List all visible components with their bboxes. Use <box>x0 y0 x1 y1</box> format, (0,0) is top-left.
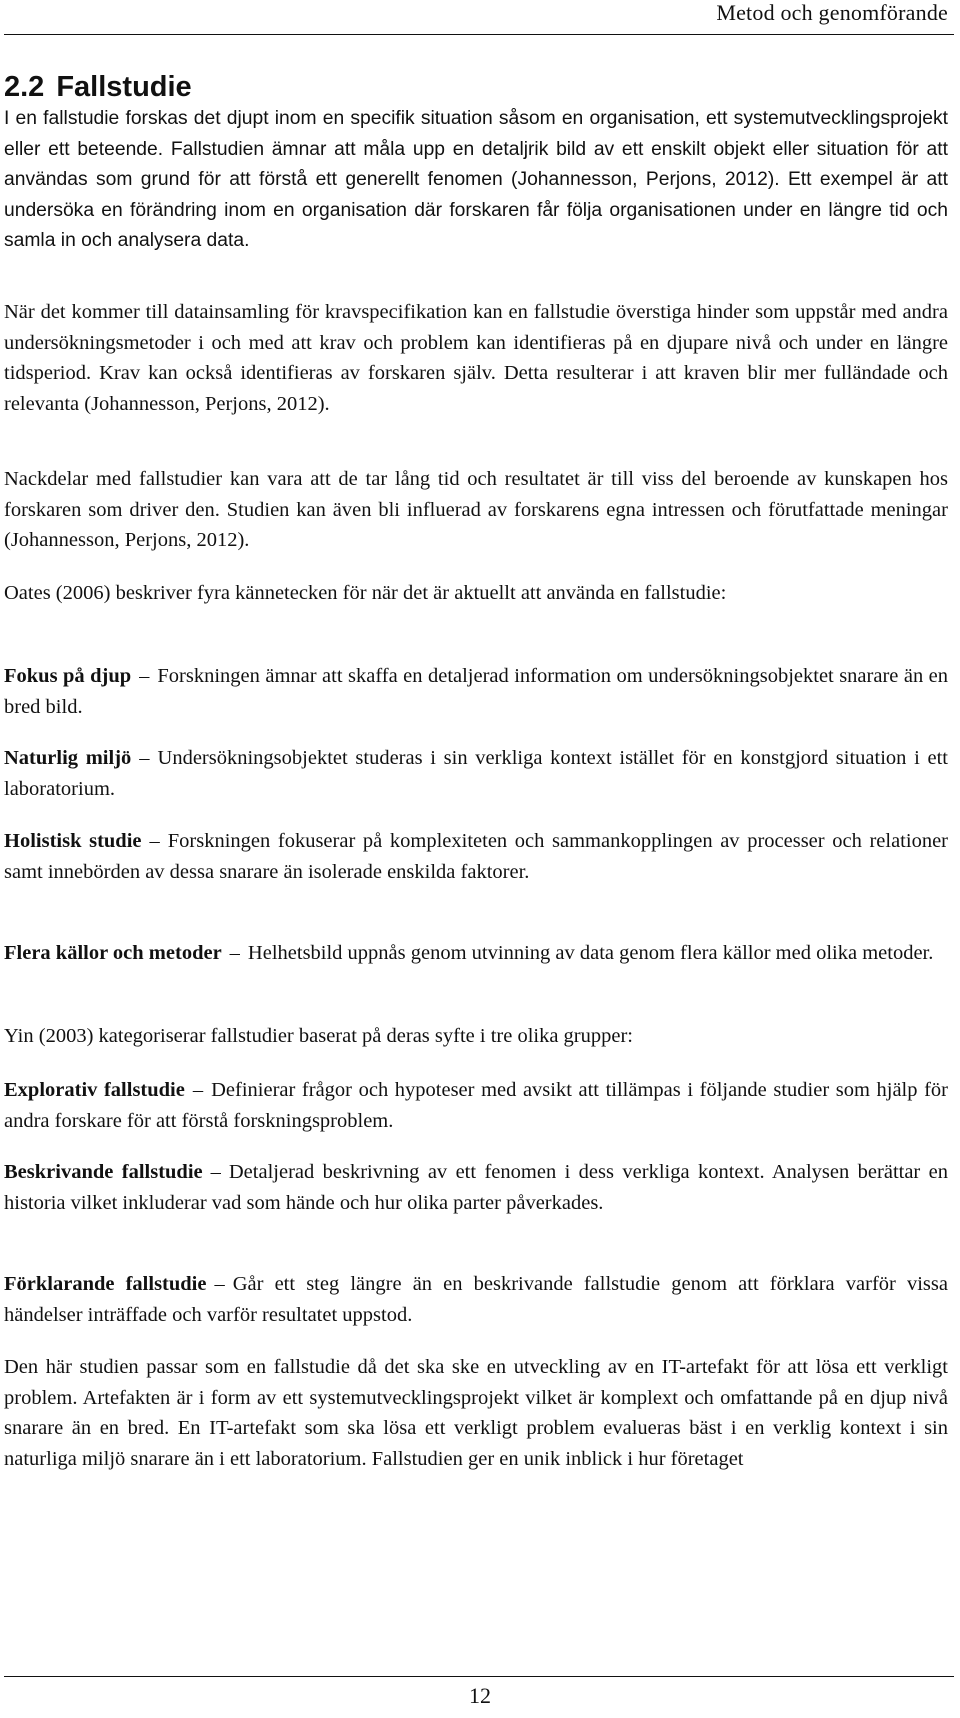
category-item <box>4 1075 948 1136</box>
characteristic-term: Naturlig miljö <box>4 747 132 769</box>
characteristic-text: Forskningen fokuserar på komplexiteten och sammankopplingen av processer och relationer samt innebörden av dessa snarare än isolerade enskilda faktorer. <box>4 830 948 883</box>
section-title: Fallstudie <box>56 71 192 103</box>
characteristic-term: Fokus på djup <box>4 665 132 687</box>
category-term: Explorativ fallstudie <box>4 1079 185 1101</box>
term-dash: – <box>214 1273 225 1295</box>
term-dash: – <box>139 665 150 687</box>
drawbacks-paragraph: Nackdelar med fallstudier kan vara att de tar lång tid och resultatet är till viss del beroende av kunskapen hos forskaren som driver den. Studien kan även bli influerad av forskarens egna intressen och förutfattade meningar (Johannesson, Perjons, 2012). <box>4 468 948 551</box>
term-dash: – <box>192 1079 204 1101</box>
term-dash: – <box>229 942 240 964</box>
term-dash: – <box>149 830 160 852</box>
term-dash: – <box>139 747 150 769</box>
characteristic-text: Undersökningsobjektet studeras i sin verkliga kontext istället för en konstgjord situation i ett laboratorium. <box>4 747 948 800</box>
category-term: Förklarande fallstudie <box>4 1273 207 1295</box>
term-dash: – <box>210 1161 221 1183</box>
oates-intro-paragraph: Oates (2006) beskriver fyra kännetecken för när det är aktuellt att använda en fallstudie: <box>4 582 727 604</box>
this-study-paragraph: Den här studien passar som en fallstudie då det ska ske en utveckling av en IT-artefakt för att lösa ett verkligt problem. Artefakten är i form av ett systemutvecklingsprojekt vilket är komplext och omfattande på en djup nivå snarare än en bred. En IT-artefakt som ska lösa ett verkligt problem evalueras bäst i en verklig kontext i sin naturliga miljö snarare än i ett laboratorium. Fallstudien ger en unik inblick i hur företaget <box>4 1356 948 1470</box>
footer-rule <box>4 1676 954 1677</box>
characteristic-term: Holistisk studie <box>4 830 142 852</box>
characteristic-term: Flera källor och metoder <box>4 942 222 964</box>
section-heading <box>4 70 192 104</box>
characteristic-item <box>4 661 948 722</box>
page-number: 12 <box>469 1683 491 1708</box>
characteristic-item <box>4 743 948 804</box>
category-item <box>4 1157 948 1218</box>
data-collection-paragraph: När det kommer till datainsamling för kravspecifikation kan en fallstudie överstiga hinder som uppstår med andra undersökningsmetoder i och med att krav och problem kan identifieras på en djupare nivå och under en längre tidsperiod. Krav kan också identifieras av forskaren själv. Detta resulterar i att kraven blir mer fulländade och relevanta (Johannesson, Perjons, 2012). <box>4 301 948 415</box>
characteristic-item <box>4 826 948 887</box>
characteristic-text: Helhetsbild uppnås genom utvinning av data genom flera källor med olika metoder. <box>247 942 934 964</box>
characteristic-item <box>4 938 948 969</box>
category-text: Detaljerad beskrivning av ett fenomen i dess verkliga kontext. Analysen berättar en historia vilket inkluderar vad som hände och hur olika parter påverkades. <box>4 1161 949 1214</box>
header-rule <box>4 34 954 35</box>
characteristic-text: Forskningen ämnar att skaffa en detaljerad information om undersökningsobjektet snarare än en bred bild. <box>4 665 948 718</box>
category-term: Beskrivande fallstudie <box>4 1161 203 1183</box>
running-header: Metod och genomförande <box>716 0 948 25</box>
category-text: Definierar frågor och hypoteser med avsikt att tillämpas i följande studier som hjälp för andra forskare för att förstå forskningsproblem. <box>4 1079 948 1132</box>
section-number: 2.2 <box>4 71 45 103</box>
category-text: Går ett steg längre än en beskrivande fallstudie genom att förklara varför vissa händelser inträffade och varför resultatet uppstod. <box>4 1273 948 1326</box>
intro-paragraph: I en fallstudie forskas det djupt inom en specifik situation såsom en organisation, ett systemutvecklingsprojekt eller ett beteende. Fallstudien ämnar att måla upp en detaljrik bild av ett enskilt objekt eller situation för att användas som grund för att förstå ett generellt fenomen (Johannesson, Perjons, 2012). Ett exempel är att undersöka en förändring inom en organisation där forskaren får följa organisationen under en längre tid och samla in och analysera data. <box>4 108 948 251</box>
yin-intro-paragraph: Yin (2003) kategoriserar fallstudier baserat på deras syfte i tre olika grupper: <box>4 1025 634 1047</box>
category-item <box>4 1269 948 1330</box>
